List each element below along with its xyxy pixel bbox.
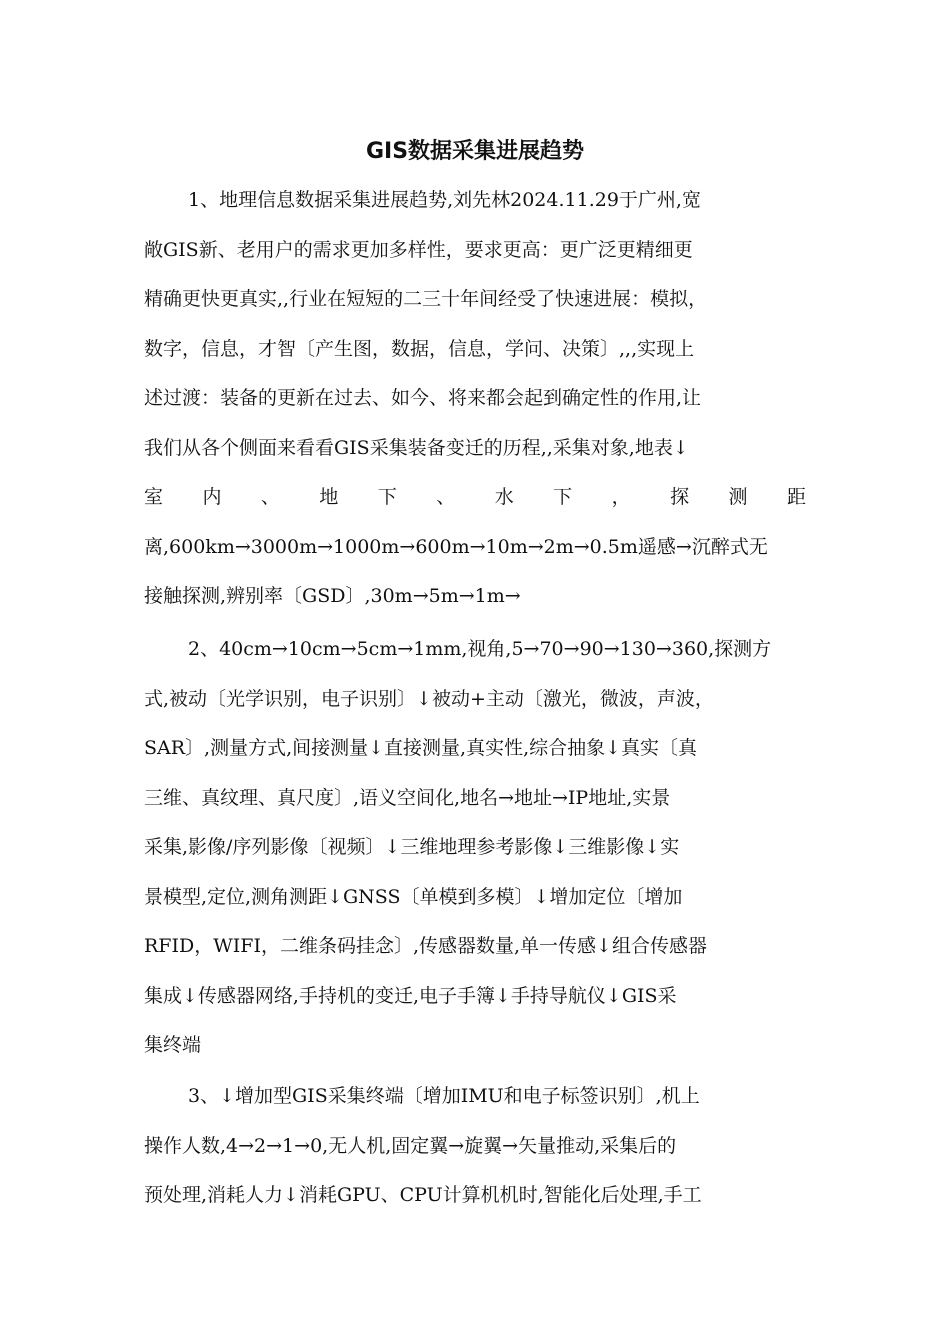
text-line: 式,被动〔光学识别，电子识别〕↓被动+主动〔激光，微波，声波， xyxy=(144,687,714,710)
spread-word: 、 xyxy=(436,486,456,508)
text-line: 集成↓传感器网络,手持机的变迁,电子手簿↓手持导航仪↓GIS采 xyxy=(144,984,677,1007)
spread-word: ， xyxy=(611,486,631,508)
paragraph-2 xyxy=(144,625,814,1071)
paragraph-1-text xyxy=(144,176,814,622)
spread-word: 、 xyxy=(260,486,280,508)
text-line: 预处理,消耗人力↓消耗GPU、CPU计算机机时,智能化后处理,手工 xyxy=(144,1184,702,1206)
paragraph-2-text xyxy=(144,625,814,1071)
text-line: 离,600km→3000m→1000m→600m→10m→2m→0.5m遥感→沉醉式无 xyxy=(144,535,768,558)
paragraph-3-text xyxy=(144,1072,814,1221)
text-line: 数字，信息，才智〔产生图，数据，信息，学问、决策〕,,,实现上 xyxy=(144,337,695,360)
spread-word: 室 xyxy=(144,486,164,508)
spread-word: 水 xyxy=(494,486,514,508)
text-line: 集终端 xyxy=(144,1034,202,1056)
text-line: 2、40cm→10cm→5cm→1mm,视角,5→70→90→130→360,探测方 xyxy=(188,638,772,660)
spread-word: 地 xyxy=(319,486,339,508)
text-line: SAR〕,测量方式,间接测量↓直接测量,真实性,综合抽象↓真实〔真 xyxy=(144,737,698,759)
spread-word: 距 xyxy=(786,486,806,508)
paragraph-3 xyxy=(144,1072,814,1221)
text-line: 1、地理信息数据采集进展趋势,刘先林2024.11.29于广州,宽 xyxy=(188,189,701,211)
spread-word: 下 xyxy=(553,486,573,508)
spread-word: 测 xyxy=(728,486,748,508)
text-line: 景模型,定位,测角测距↓GNSS〔单模到多模〕↓增加定位〔增加 xyxy=(144,885,683,908)
text-line: 接触探测,辨别率〔GSD〕,30m→5m→1m→ xyxy=(144,585,521,607)
text-line: 采集,影像/序列影像〔视频〕↓三维地理参考影像↓三维影像↓实 xyxy=(144,836,680,858)
text-line: 三维、真纹理、真尺度〕,语义空间化,地名→地址→IP地址,实景 xyxy=(144,786,671,809)
spread-word: 探 xyxy=(670,486,690,508)
document-title: GIS数据采集进展趋势 xyxy=(365,139,585,164)
text-line: 述过渡：装备的更新在过去、如今、将来都会起到确定性的作用,让 xyxy=(144,387,702,409)
spread-word: 内 xyxy=(202,486,222,508)
text-line: 精确更快更真实,,行业在短短的二三十年间经受了快速进展：模拟， xyxy=(144,288,708,310)
text-line: 我们从各个侧面来看看GIS采集装备变迁的历程,,采集对象,地表↓ xyxy=(144,436,689,459)
text-line: 敞GIS新、老用户的需求更加多样性，要求更高：更广泛更精细更 xyxy=(144,238,693,261)
spread-text-line xyxy=(144,473,806,523)
text-line: 3、↓增加型GIS采集终端〔增加IMU和电子标签识别〕,机上 xyxy=(188,1085,700,1107)
text-line: 操作人数,4→2→1→0,无人机,固定翼→旋翼→矢量推动,采集后的 xyxy=(144,1134,677,1157)
text-line: RFID，WIFI，二维条码挂念〕,传感器数量,单一传感↓组合传感器 xyxy=(144,935,707,957)
spread-word: 下 xyxy=(377,486,397,508)
paragraph-1 xyxy=(144,176,814,622)
